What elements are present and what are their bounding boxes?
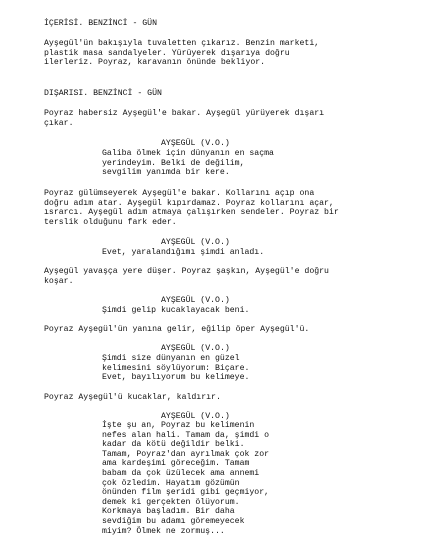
action-block: Ayşegül yavaşça yere düşer. Poyraz şaşkın, Ayşegül'e doğru koşar. bbox=[44, 267, 329, 286]
character-cue: AYŞEGÜL (V.O.) bbox=[161, 344, 230, 353]
dialogue-block: İşte şu an, Poyraz bu kelimenin nefes alan hali. Tamam da, şimdi o kadar da kötü değildir belki. Tamam, Poyraz'dan ayrılmak çok zor ama kardeşimi göreceğim. Tamam babam da çok üzülecek ama annemi çok özledim. Hayatım gözümün önünden film şeridi gibi geçmiyor, demek ki gerçekten ölüyorum. Korkmaya başladım. Bir daha sevdiğim bu adamı göremeyecek miyim? Ölmek ne zormuş... bbox=[102, 421, 270, 536]
character-cue: AYŞEGÜL (V.O.) bbox=[161, 139, 230, 148]
character-cue: AYŞEGÜL (V.O.) bbox=[161, 296, 230, 305]
action-block: Ayşegül'ün bakışıyla tuvaletten çıkarız. Benzin marketi, plastik masa sandalyeler. Yürüyerek dışarıya doğru ilerleriz. Poyraz, karavanın önünde bekliyor. bbox=[44, 39, 320, 68]
dialogue-block: Şimdi gelip kucaklayacak beni. bbox=[102, 306, 250, 315]
scene-heading-1: İÇERİSİ. BENZİNCİ - GÜN bbox=[44, 19, 158, 28]
dialogue-block: Şimdi size dünyanın en güzel kelimesini söylüyorum: Biçare. Evet, bayılıyorum bu kelimeye. bbox=[102, 354, 250, 383]
dialogue-block: Galiba ölmek için dünyanın en saçma yerindeyim. Belki de değilim, sevgilim yanımda bir kere. bbox=[102, 149, 274, 178]
action-block: Poyraz gülümseyerek Ayşegül'e bakar. Kollarını açıp ona doğru adım atar. Ayşegül kıpırdamaz. Poyraz kollarını açar, ısrarcı. Ayşegül adım atmaya çalışırken sendeler. Poyraz bir terslik olduğunu fark eder. bbox=[44, 189, 339, 227]
dialogue-block: Evet, yaralandığımı şimdi anladı. bbox=[102, 248, 265, 257]
character-cue: AYŞEGÜL (V.O.) bbox=[161, 412, 230, 421]
action-block: Poyraz Ayşegül'ü kucaklar, kaldırır. bbox=[44, 393, 221, 402]
action-block: Poyraz habersiz Ayşegül'e bakar. Ayşegül yürüyerek dışarı çıkar. bbox=[44, 109, 325, 128]
character-cue: AYŞEGÜL (V.O.) bbox=[161, 238, 230, 247]
scene-heading-2: DIŞARISI. BENZİNCİ - GÜN bbox=[44, 89, 162, 98]
action-block: Poyraz Ayşegül'ün yanına gelir, eğilip öper Ayşegül'ü. bbox=[44, 325, 310, 334]
